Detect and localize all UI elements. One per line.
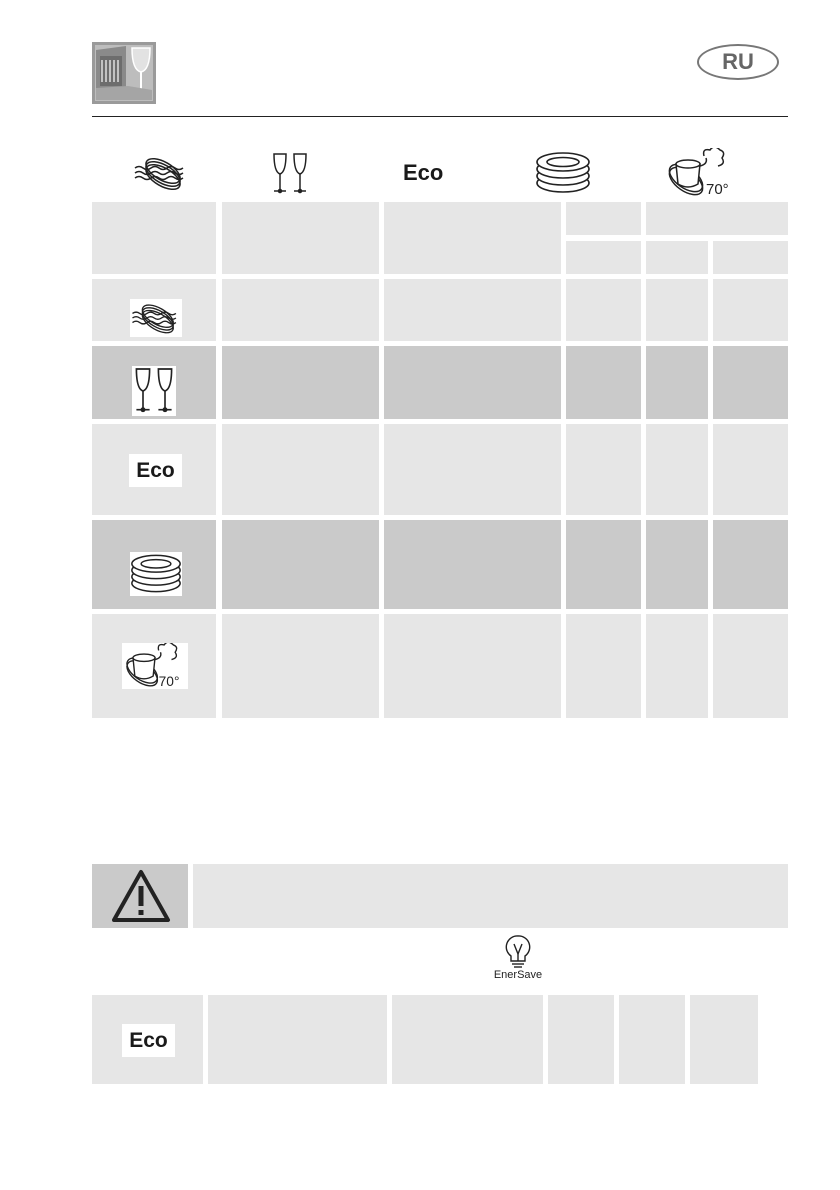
table-row-icon-cell xyxy=(92,279,216,341)
table-header-cell xyxy=(566,202,641,235)
table-cell xyxy=(566,279,641,341)
table-cell xyxy=(646,424,708,515)
table-cell xyxy=(566,346,641,419)
table-cell xyxy=(222,346,379,419)
table-cell xyxy=(392,995,543,1084)
table-row-icon-cell xyxy=(92,424,216,515)
wine-glasses-icon xyxy=(132,366,176,416)
table-cell xyxy=(646,614,708,718)
plate-stack-icon xyxy=(535,150,591,196)
table-cell xyxy=(222,614,379,718)
eco-label: Eco xyxy=(403,160,444,185)
header-divider xyxy=(92,116,788,117)
language-badge: RU xyxy=(697,44,779,80)
table-cell xyxy=(548,995,614,1084)
table-header-cell xyxy=(384,202,561,274)
table-header-cell xyxy=(222,202,379,274)
table-cell xyxy=(384,520,561,609)
enersave-label: EnerSave xyxy=(493,969,543,981)
table-cell xyxy=(646,279,708,341)
table-header-cell xyxy=(92,202,216,274)
table-cell xyxy=(713,346,788,419)
table-cell xyxy=(619,995,685,1084)
table-cell xyxy=(566,614,641,718)
warning-icon-box xyxy=(92,864,188,928)
table-subheader-cell xyxy=(713,241,788,274)
table-cell xyxy=(208,995,387,1084)
table-cell xyxy=(713,614,788,718)
table-cell xyxy=(690,995,758,1084)
eco-label: Eco xyxy=(122,1024,175,1057)
table-header-cell xyxy=(646,202,788,235)
table-cell xyxy=(222,520,379,609)
wine-glasses-icon xyxy=(270,152,310,196)
pot-temp-label: 70° xyxy=(158,674,180,689)
warning-text-box xyxy=(193,864,788,928)
table-cell xyxy=(222,279,379,341)
table-cell xyxy=(384,279,561,341)
pot-steam-70-icon xyxy=(664,148,736,198)
table-row-icon-cell xyxy=(92,346,216,419)
table-cell xyxy=(222,424,379,515)
dishwasher-glass-icon xyxy=(92,42,156,104)
soak-plates-icon xyxy=(133,152,189,194)
pot-temp-label: 70° xyxy=(706,181,729,198)
soak-plates-icon xyxy=(130,299,182,337)
table-subheader-cell xyxy=(646,241,708,274)
eco-label: Eco xyxy=(129,454,182,487)
plate-stack-icon xyxy=(130,552,182,596)
eco-row-icon-cell xyxy=(92,995,203,1084)
table-subheader-cell xyxy=(566,241,641,274)
lightbulb-icon xyxy=(503,934,533,970)
table-cell xyxy=(713,424,788,515)
table-cell xyxy=(566,424,641,515)
table-cell xyxy=(713,279,788,341)
table-cell xyxy=(384,424,561,515)
warning-triangle-icon xyxy=(110,868,172,924)
table-row-icon-cell xyxy=(92,614,216,718)
pot-steam-70-icon xyxy=(122,643,188,689)
table-cell xyxy=(566,520,641,609)
table-row-icon-cell xyxy=(92,520,216,609)
table-cell xyxy=(646,346,708,419)
table-cell xyxy=(646,520,708,609)
table-cell xyxy=(384,614,561,718)
table-cell xyxy=(384,346,561,419)
table-cell xyxy=(713,520,788,609)
